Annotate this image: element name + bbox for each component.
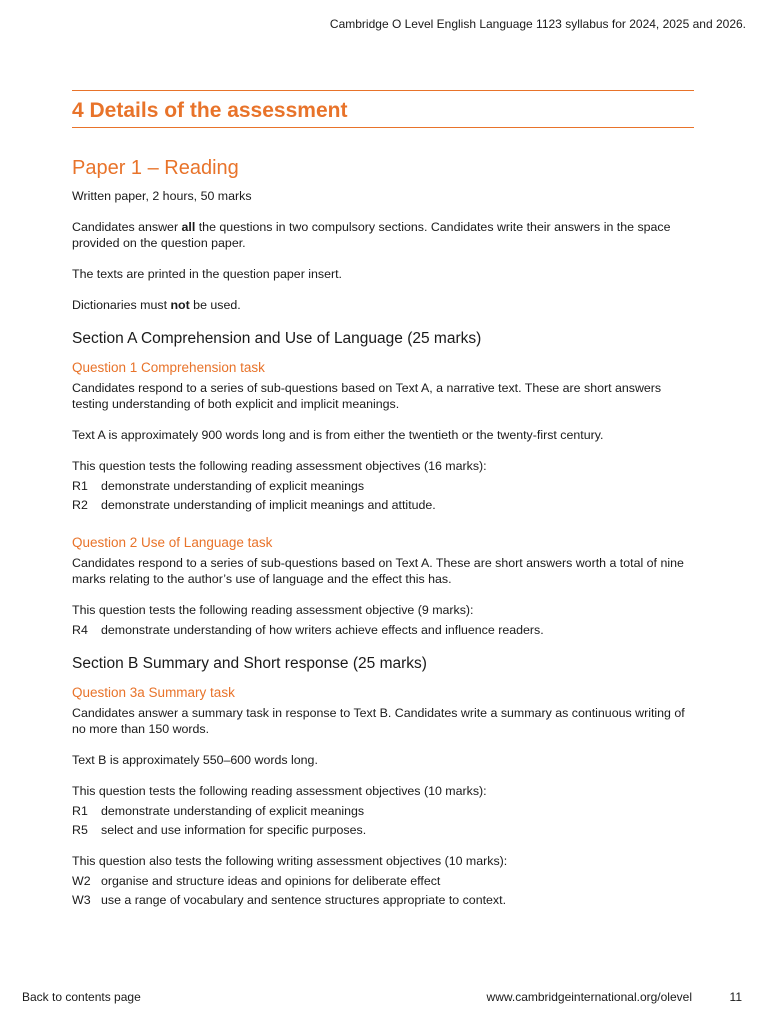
q1-title: Question 1 Comprehension task — [72, 360, 265, 375]
objective-text: demonstrate understanding of explicit meanings — [101, 479, 365, 493]
q1-paragraph-1: Candidates respond to a series of sub-questions based on Text A, a narrative text. These are short answers testing understanding of both explicit and implicit meanings. — [72, 381, 662, 411]
q1-objectives-list — [72, 478, 694, 513]
back-to-contents-link[interactable]: Back to contents page — [22, 990, 141, 1004]
website-link[interactable]: www.cambridgeinternational.org/olevel — [486, 990, 692, 1004]
objective-code: W2 — [72, 874, 91, 888]
q1-objectives-intro: This question tests the following reading assessment objectives (16 marks): — [72, 459, 487, 473]
section-b-title: Section B Summary and Short response (25 marks) — [72, 655, 427, 672]
objective-text: select and use information for specific purposes. — [101, 823, 367, 837]
chapter-header — [72, 90, 694, 128]
intro-1-post: the questions in two compulsory sections. Candidates write their answers in the space provided on the question paper. — [72, 220, 671, 250]
q1-paragraph-2: Text A is approximately 900 words long and is from either the twentieth or the twenty-first century. — [72, 428, 604, 442]
objective-code: R1 — [72, 479, 88, 493]
running-head: Cambridge O Level English Language 1123 syllabus for 2024, 2025 and 2026. — [329, 17, 746, 31]
paper-subtitle: Written paper, 2 hours, 50 marks — [72, 189, 252, 203]
q3a-objectives-intro: This question tests the following reading assessment objectives (10 marks): — [72, 784, 487, 798]
list-item — [72, 497, 694, 513]
objective-text: demonstrate understanding of how writers achieve effects and influence readers. — [101, 623, 544, 637]
q2-objectives-intro: This question tests the following reading assessment objective (9 marks): — [72, 603, 474, 617]
list-item — [72, 873, 694, 889]
q3a-objectives-list — [72, 803, 694, 838]
page-number: 11 — [729, 990, 742, 1004]
q2-paragraph-1: Candidates respond to a series of sub-questions based on Text A. These are short answers worth a total of nine marks relating to the author’s use of language and the effect this has. — [72, 556, 684, 586]
intro-1-bold: all — [181, 220, 196, 234]
main-content — [72, 155, 694, 923]
objective-text: organise and structure ideas and opinions for deliberate effect — [101, 874, 441, 888]
list-item — [72, 892, 694, 908]
list-item — [72, 478, 694, 494]
q3a-paragraph-1: Candidates answer a summary task in response to Text B. Candidates write a summary as continuous writing of no more than 150 words. — [72, 706, 685, 736]
objective-code: R1 — [72, 804, 88, 818]
intro-1-pre: Candidates answer — [72, 220, 182, 234]
q3a-title: Question 3a Summary task — [72, 685, 235, 700]
objective-text: use a range of vocabulary and sentence structures appropriate to context. — [101, 893, 507, 907]
q2-title: Question 2 Use of Language task — [72, 535, 273, 550]
q2-objectives-list — [72, 622, 694, 638]
intro-3-pre: Dictionaries must — [72, 298, 171, 312]
objective-text: demonstrate understanding of explicit meanings — [101, 804, 365, 818]
q3a-writing-objectives-intro: This question also tests the following writing assessment objectives (10 marks): — [72, 854, 508, 868]
list-item — [72, 803, 694, 819]
intro-3-post: be used. — [189, 298, 241, 312]
objective-code: R5 — [72, 823, 88, 837]
paper-intro-3 — [72, 297, 694, 313]
intro-3-bold: not — [170, 298, 190, 312]
paper-intro-1 — [72, 219, 694, 251]
paper-intro-2: The texts are printed in the question paper insert. — [72, 267, 342, 281]
list-item — [72, 822, 694, 838]
list-item — [72, 622, 694, 638]
section-a-title: Section A Comprehension and Use of Language (25 marks) — [72, 330, 482, 347]
objective-code: W3 — [72, 893, 91, 907]
q3a-paragraph-2: Text B is approximately 550–600 words long. — [72, 753, 318, 767]
chapter-title: 4 Details of the assessment — [72, 99, 348, 122]
objective-text: demonstrate understanding of implicit meanings and attitude. — [101, 498, 436, 512]
paper-title: Paper 1 – Reading — [72, 157, 239, 179]
objective-code: R2 — [72, 498, 88, 512]
objective-code: R4 — [72, 623, 88, 637]
q3a-writing-objectives-list — [72, 873, 694, 908]
